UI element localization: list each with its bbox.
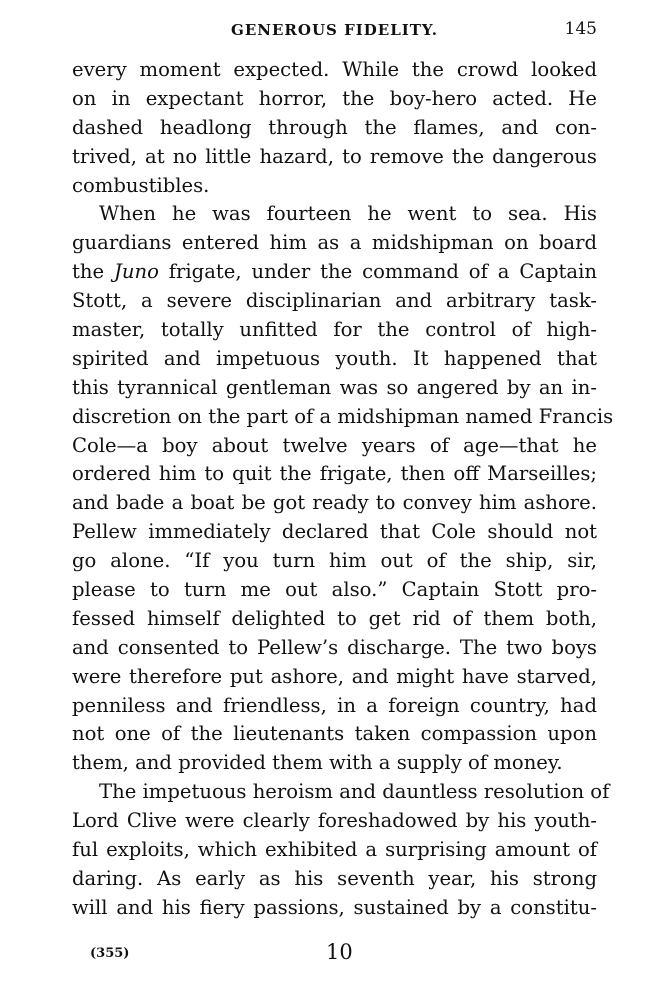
text-line: will and his fiery passions, sustained by a constitu- bbox=[72, 895, 597, 919]
page-number: 145 bbox=[564, 19, 597, 39]
text-line: Cole—a boy about twelve years of age—that he bbox=[72, 433, 597, 457]
text-line: combustibles. bbox=[72, 173, 210, 197]
ship-name: Juno bbox=[114, 260, 159, 284]
text-line: them, and provided them with a supply of money. bbox=[72, 751, 563, 775]
text-line: ordered him to quit the frigate, then off Marseilles; bbox=[72, 462, 597, 486]
text-line: every moment expected. While the crowd looked bbox=[72, 58, 597, 81]
text-line: ful exploits, which exhibited a surprising amount of bbox=[72, 838, 597, 862]
body-text bbox=[72, 56, 614, 923]
paragraph-3 bbox=[72, 778, 610, 922]
text-line: go alone. “If you turn him out of the ship, sir, bbox=[72, 549, 597, 573]
text-line: this tyrannical gentleman was so angered by an in- bbox=[72, 375, 597, 399]
paragraph-1 bbox=[72, 56, 597, 200]
text-line: fessed himself delighted to get rid of them both, bbox=[72, 606, 597, 630]
text-line: When he was fourteen he went to sea. His bbox=[99, 202, 597, 226]
text-line: discretion on the part of a midshipman named Francis bbox=[72, 404, 614, 428]
page-footer bbox=[72, 940, 597, 970]
text-line: and consented to Pellew’s discharge. The two boys bbox=[72, 635, 597, 659]
text-line: dashed headlong through the flames, and con- bbox=[72, 115, 597, 139]
running-title: GENEROUS FIDELITY. bbox=[231, 21, 438, 39]
text-line: guardians entered him as a midshipman on board bbox=[72, 231, 597, 255]
text-line: were therefore put ashore, and might have starved, bbox=[72, 664, 597, 688]
text-line: master, totally unfitted for the control of high- bbox=[72, 318, 597, 342]
text-line: spirited and impetuous youth. It happened that bbox=[72, 346, 597, 370]
running-head bbox=[72, 18, 597, 44]
text-line: Stott, a severe disciplinarian and arbitrary task- bbox=[72, 289, 597, 313]
text-line: Lord Clive were clearly foreshadowed by his youth- bbox=[72, 809, 597, 833]
text-line: penniless and friendless, in a foreign country, had bbox=[72, 693, 597, 717]
signature-mark: (355) bbox=[90, 946, 130, 961]
text-line: not one of the lieutenants taken compassion upon bbox=[72, 722, 597, 746]
text-line: The impetuous heroism and dauntless resolution of bbox=[99, 780, 610, 804]
text-line: Pellew immediately declared that Cole should not bbox=[72, 520, 597, 544]
paragraph-2 bbox=[72, 200, 614, 778]
text-line: the Juno frigate, under the command of a Captain bbox=[72, 260, 597, 284]
text-line: trived, at no little hazard, to remove the dangerous bbox=[72, 144, 597, 168]
text-line: and bade a boat be got ready to convey him ashore. bbox=[72, 491, 597, 515]
text-line: on in expectant horror, the boy-hero acted. He bbox=[72, 86, 597, 110]
text-line: please to turn me out also.” Captain Stott pro- bbox=[72, 578, 597, 602]
text-line: daring. As early as his seventh year, his strong bbox=[72, 866, 597, 890]
signature-number: 10 bbox=[326, 940, 353, 964]
